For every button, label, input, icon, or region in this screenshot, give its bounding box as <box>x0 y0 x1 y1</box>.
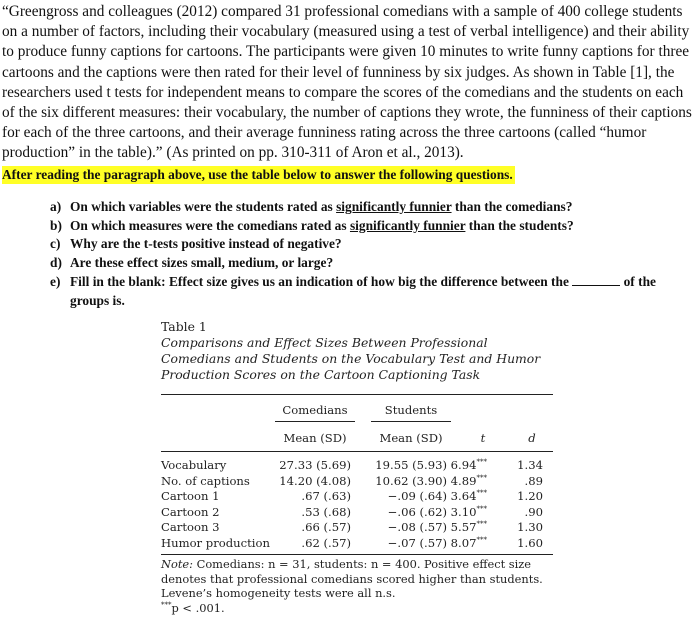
col-header-t: t <box>480 431 486 445</box>
significance-marker: *** <box>476 458 487 467</box>
cell-students-mean-sd: −.06 (.62) <box>387 504 447 519</box>
highlighted-instruction: After reading the paragraph above, use the table below to answer the following questions. <box>2 167 513 182</box>
cell-comedians-mean-sd: 14.20 (4.08) <box>279 473 351 488</box>
question-c: c) Why are the t-tests positive instead of negative? <box>50 236 342 252</box>
cell-comedians-mean-sd: .53 (.68) <box>301 504 351 519</box>
row-label: Cartoon 1 <box>161 489 220 503</box>
footnote-text: p < .001. <box>171 600 225 615</box>
cell-effect-size-d: .89 <box>524 473 543 488</box>
col-header-d: d <box>528 431 536 445</box>
cell-students-mean-sd: 19.55 (5.93) <box>375 458 447 472</box>
cell-t-value: 3.64*** <box>450 489 487 503</box>
significance-marker: *** <box>476 520 487 529</box>
table-caption: Comparisons and Effect Sizes Between Professional Comedians and Students on the Vocabulary Test and Humor Production Scores on the Cartoon Captioning Task <box>161 335 541 382</box>
cell-t-value: 3.10*** <box>450 504 487 519</box>
row-label: Humor production <box>161 535 270 550</box>
row-label: Cartoon 3 <box>161 520 220 534</box>
cell-effect-size-d: 1.60 <box>517 535 543 550</box>
cell-t-value: 6.94*** <box>450 458 487 472</box>
note-text: Comedians: n = 31, students: n = 400. Positive effect size denotes that professional comedians scored higher than students. Levene’s homogeneity tests were all n.s. <box>161 557 543 601</box>
cell-effect-size-d: 1.34 <box>517 458 543 472</box>
cell-t-value: 4.89*** <box>450 473 487 488</box>
header-bottom-rule <box>161 451 553 452</box>
note-label: Note: <box>161 557 193 571</box>
table-top-rule <box>161 394 553 395</box>
cell-effect-size-d: .90 <box>524 504 543 519</box>
col-header-mean-sd-comedians: Mean (SD) <box>283 431 347 445</box>
underlined-term: significantly funnier <box>349 217 466 233</box>
students-subrule <box>371 421 451 422</box>
significance-marker: *** <box>476 504 487 513</box>
cell-students-mean-sd: −.08 (.57) <box>387 520 447 534</box>
col-header-mean-sd-students: Mean (SD) <box>379 431 443 445</box>
group-header-students: Students <box>384 403 438 417</box>
cell-effect-size-d: 1.20 <box>517 489 543 503</box>
cell-effect-size-d: 1.30 <box>517 520 543 534</box>
footnote-significance-marker: *** <box>161 600 172 609</box>
cell-students-mean-sd: −.09 (.64) <box>387 489 447 503</box>
group-header-comedians: Comedians <box>282 403 348 417</box>
table-bottom-rule <box>161 554 553 555</box>
cell-comedians-mean-sd: 27.33 (5.69) <box>279 458 351 472</box>
question-a: a) On which variables were the students rated as significantly funnier than the comedians? <box>50 199 573 214</box>
cell-students-mean-sd: 10.62 (3.90) <box>375 473 447 488</box>
cell-comedians-mean-sd: .66 (.57) <box>301 520 351 534</box>
cell-comedians-mean-sd: .67 (.63) <box>301 489 351 503</box>
significance-marker: *** <box>476 489 487 498</box>
underlined-term: significantly funnier <box>336 199 452 214</box>
results-table <box>161 319 553 550</box>
significance-marker: *** <box>476 535 487 544</box>
question-d: d) Are these effect sizes small, medium, or large? <box>50 255 334 271</box>
table-label: Table 1 <box>161 319 207 334</box>
cell-students-mean-sd: −.07 (.57) <box>387 535 447 550</box>
cell-t-value: 8.07*** <box>450 535 487 550</box>
row-label: Vocabulary <box>161 458 227 472</box>
question-list <box>50 198 690 310</box>
fill-in-blank <box>572 273 620 286</box>
instruction-line <box>2 166 515 184</box>
comedians-subrule <box>275 421 355 422</box>
row-label: No. of captions <box>161 473 250 488</box>
question-e: e) Fill in the blank: Effect size gives us an indication of how big the difference between the of the groups is. <box>50 273 656 308</box>
cell-comedians-mean-sd: .62 (.57) <box>301 535 351 550</box>
intro-paragraph: “Greengross and colleagues (2012) compared 31 professional comedians with a sample of 400 college students on a number of factors, including their vocabulary (measured using a test of verbal intelligence) and their ability to produce funny captions for cartoons. The participants were given 10 minutes to write funny captions for three cartoons and the captions were then rated for their level of funniness by six judges. As shown in Table [1], the researchers used t tests for independent means to compare the scores of the comedians and the students on each of the six different measures: their vocabulary, the number of captions they wrote, the funniness of their captions for each of the three cartoons, and their average funniness rating across the three cartoons (called “humor production” in the table).” (As printed on pp. 310-311 of Aron et al., 2013). <box>2 3 692 162</box>
question-b: b) On which measures were the comedians rated as significantly funnier than the students? <box>50 217 574 233</box>
significance-marker: *** <box>476 473 487 482</box>
row-label: Cartoon 2 <box>161 504 220 519</box>
cell-t-value: 5.57*** <box>450 520 487 534</box>
table-note <box>161 557 553 615</box>
